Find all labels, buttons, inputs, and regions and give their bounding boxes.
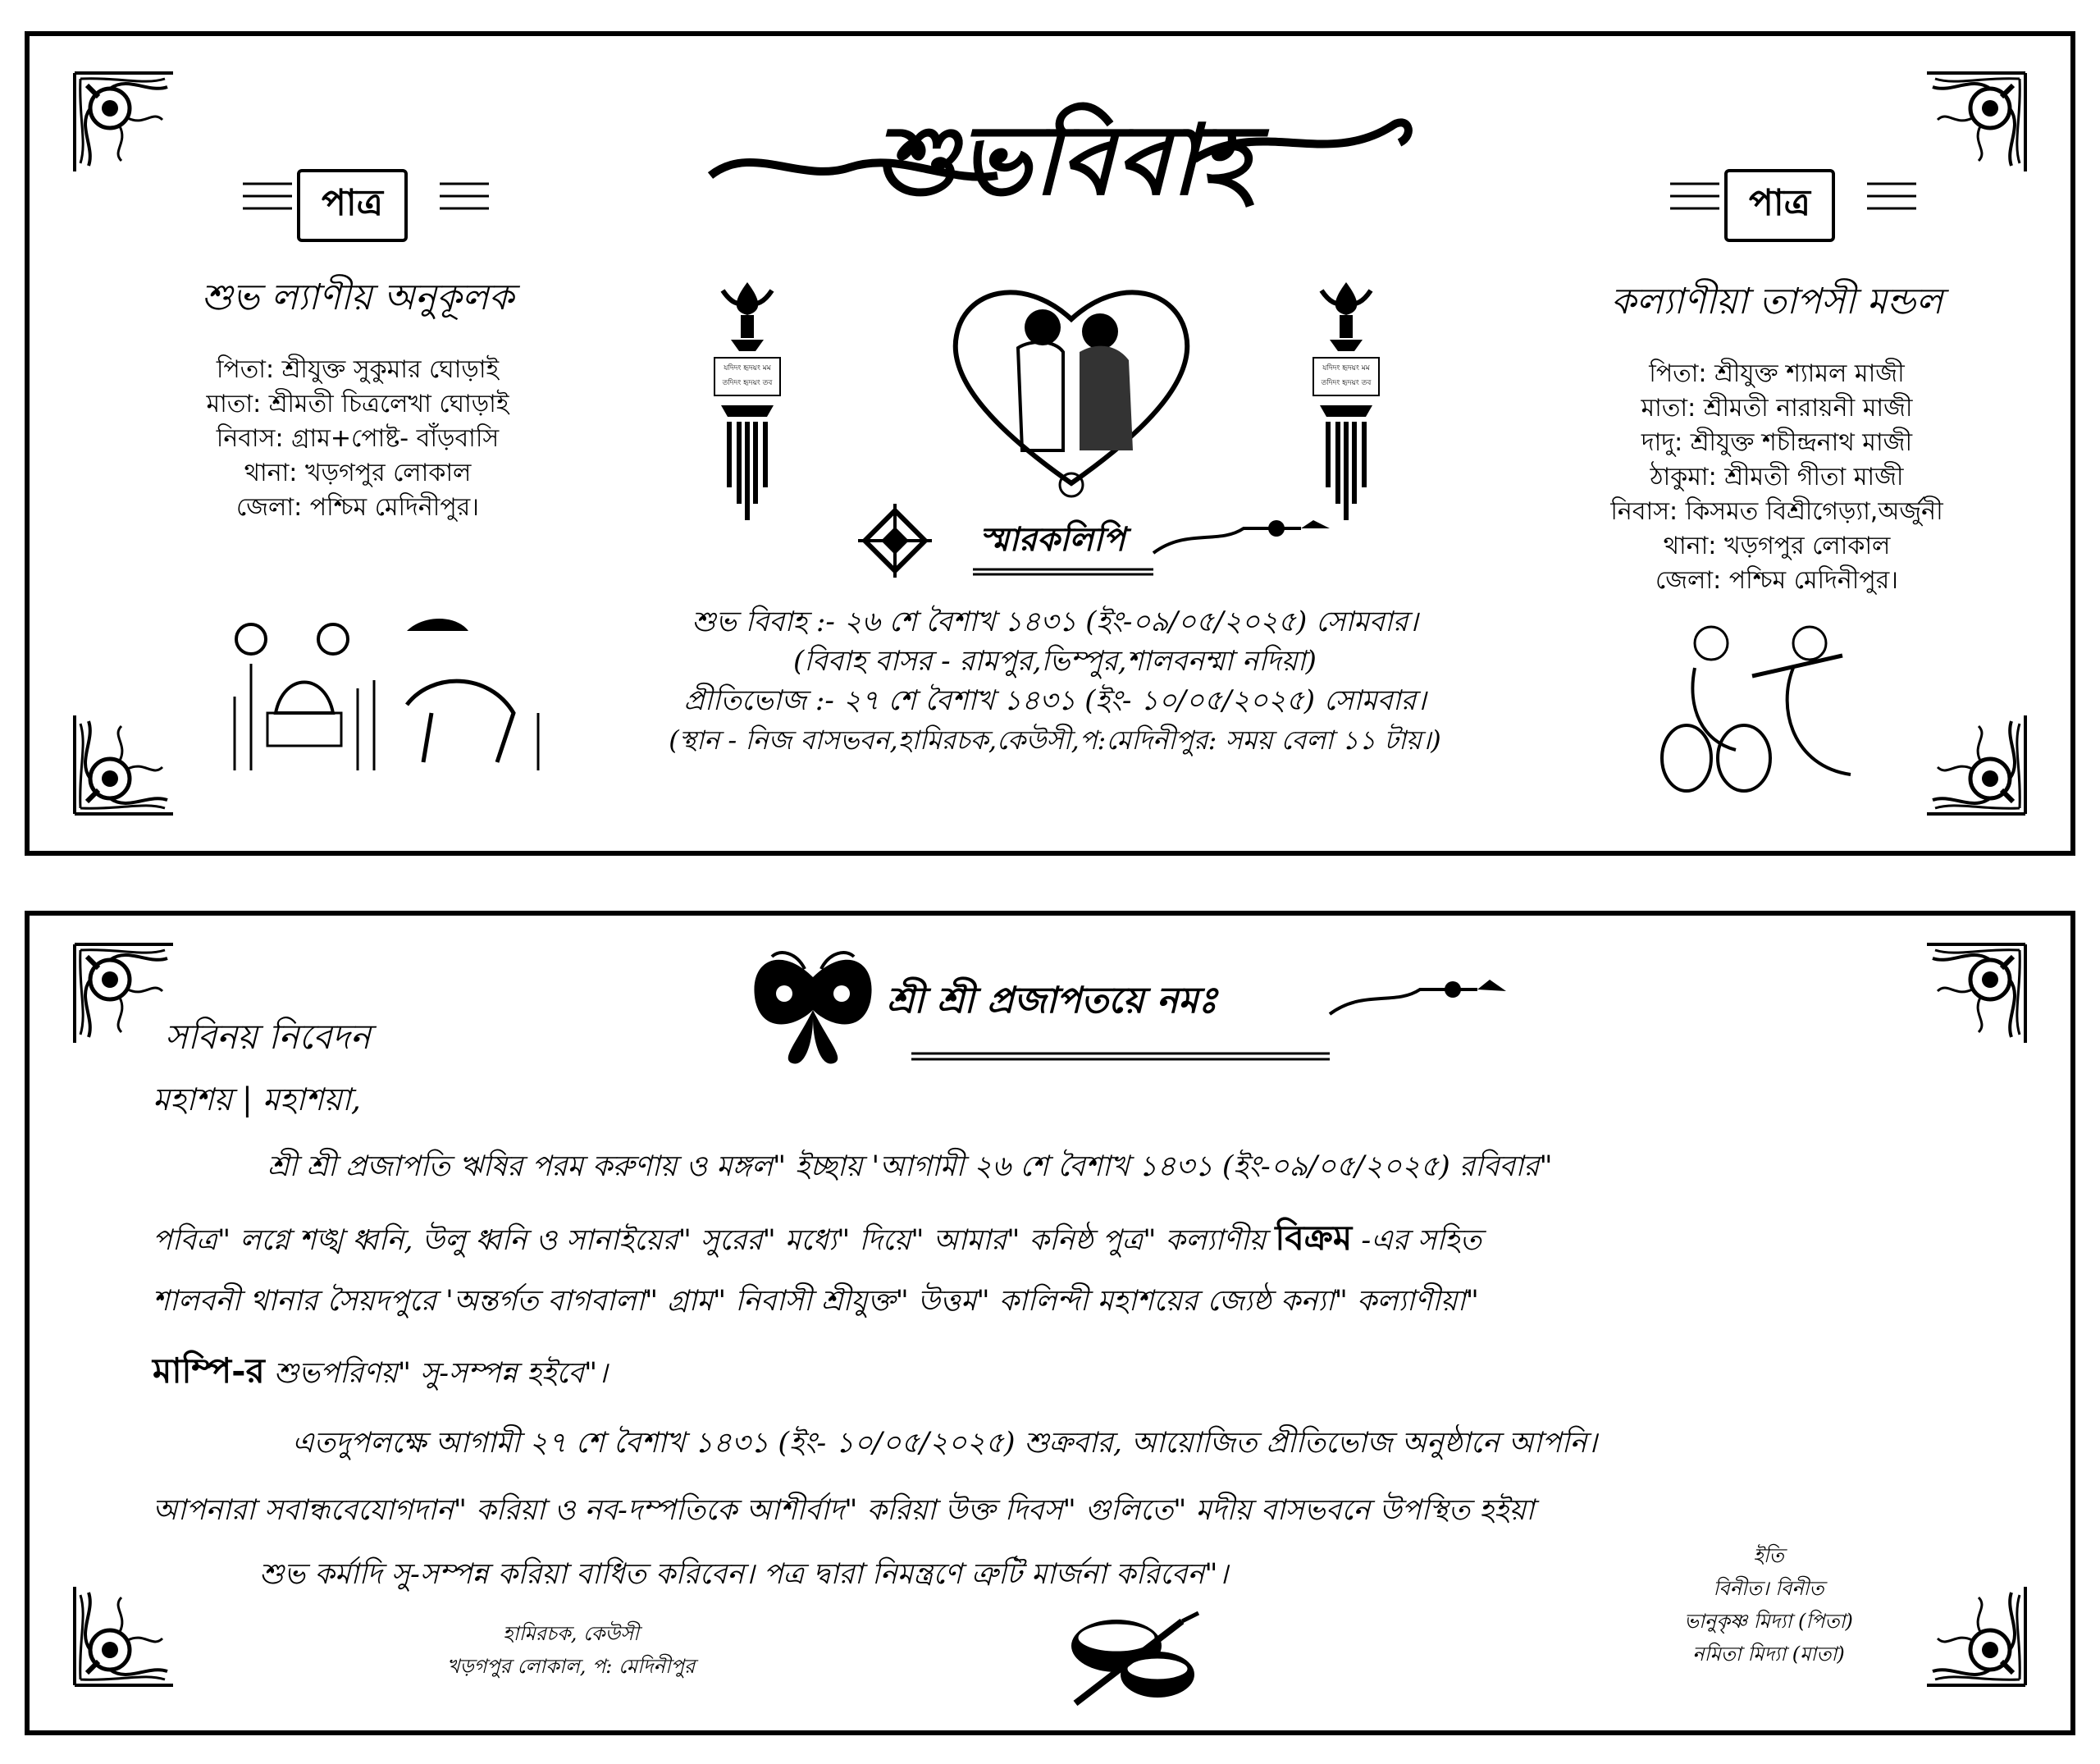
invitation-card-front [25, 31, 2075, 856]
signature-line: ইতি [1753, 1544, 1784, 1567]
signature-line: ভানুকৃষ্ণ মিদ্যা (পিতা) [1684, 1610, 1853, 1633]
body-line: শ্রী শ্রী প্রজাপতি ঋষির পরম করুণায় ও মঙ্গল" ইচ্ছায় 'আগামী ২৬ শে বৈশাখ ১৪৩১ (ইং-০৯/০৫/২০২৫) রবিবার" [267, 1150, 1553, 1183]
corner-ornament-icon [71, 940, 177, 1047]
lamp-icon [1305, 282, 1387, 528]
lamp-icon [706, 282, 788, 528]
bride-name: কল্যাণীয়া তাপসী মন্ডল [1610, 281, 1943, 322]
corner-ornament-icon [1923, 1583, 2029, 1689]
body-line: আপনারা সবান্ধবেযোগদান" করিয়া ও নব-দম্পতিকে আশীর্বাদ" করিয়া উক্ত দিবস" গুলিতে" মদীয় বাসভবনে উপস্থিত হইয়া [153, 1494, 1535, 1527]
reception-date-line: প্রীতিভোজ :- ২৭ শে বৈশাখ ১৪৩১ (ইং- ১০/০৫/২০২৫) সোমবার। [683, 684, 1427, 717]
bride-highlight-name: মাম্পি-র [153, 1350, 265, 1391]
invitation-card-letter [25, 911, 2075, 1735]
corner-ornament-icon [71, 69, 177, 176]
heading-underline-icon [887, 973, 1510, 1063]
salutation: সবিনয় নিবেদন [165, 1017, 371, 1057]
wedding-venue-line: (বিবাহ বাসর - রামপুর,ভিম্পুর,শালবনম্মা নদিয়া) [793, 645, 1317, 678]
butterfly-icon [747, 944, 879, 1067]
memento-label: স্মারকলিপি [979, 520, 1125, 559]
bride-residence: নিবাস: কিসমত বিশ্রীগেড়্যা,অর্জুনী [1610, 497, 1943, 526]
signature-line: নমিতা মিদ্যা (মাতা) [1692, 1643, 1845, 1666]
body-line: শালবনী থানার সৈয়দপুরে 'অন্তর্গত বাগবালা" গ্রাম" নিবাসী শ্রীযুক্ত" উত্তম" কালিন্দী মহাশয়ের জ্যেষ্ঠ কন্যা" কল্যাণীয়া" [153, 1285, 1479, 1318]
corner-ornament-icon [71, 711, 177, 818]
bride-grandmother: ঠাকুমা: শ্রীমতী গীতা মাজী [1650, 463, 1904, 491]
bride-mother: মাতা: শ্রীমতী নারায়নী মাজী [1641, 394, 1913, 423]
corner-ornament-icon [1923, 711, 2029, 818]
groom-police-station: থানা: খড়গপুর লোকাল [244, 459, 472, 487]
body-text: পবিত্র" লগ্নে শঙ্খ ধ্বনি, উলু ধ্বনি ও সানাইয়ের" সুরের" মধ্যে" দিয়ে" আমার" কনিষ্ঠ পুত্র" কল্যাণীয় [153, 1224, 1267, 1257]
sender-address-line: খড়গপুর লোকাল, প: মেদিনীপুর [446, 1655, 696, 1678]
title-block [702, 61, 1424, 223]
sender-signature [1629, 1539, 1908, 1670]
signature-line: বিনীত। বিনীত [1713, 1577, 1824, 1600]
groom-mother: মাতা: শ্রীমতী চিত্রলেখা ঘোড়াই [206, 390, 509, 418]
bride-district: জেলা: পশ্চিম মেদিনীপুর। [1655, 566, 1898, 595]
memento-block [858, 496, 1334, 586]
event-details [489, 602, 1621, 760]
sender-address-line: হামিরচক, কেউসী [503, 1622, 639, 1645]
body-text: শুভপরিণয়" সু-সম্পন্ন হইবে"। [273, 1357, 608, 1390]
groom-residence: নিবাস: গ্রাম+পোষ্ট- বাঁড়বাসি [216, 424, 500, 453]
bride-father: পিতা: শ্রীযুক্ত শ্যামল মাজী [1649, 359, 1905, 388]
body-line [153, 1344, 608, 1402]
lamp-verse-line: যদিদং হৃদয়ং মম [1322, 364, 1370, 372]
page-title: শুভবিবাহ [874, 103, 1253, 217]
address-line: মহাশয় | মহাশয়া, [153, 1081, 361, 1117]
lamp-verse-line: তদিদং হৃদয়ং তব [1321, 379, 1372, 387]
right-lamp [1305, 282, 1387, 528]
heading-block [887, 973, 1510, 1063]
body-line: শুভ কর্মাদি সু-সম্পন্ন করিয়া বাধিত করিবেন। পত্র দ্বারা নিমন্ত্রণে ত্রুটি মার্জনা করিবেন"। [259, 1558, 1228, 1591]
bride-tag: পাত্র [1724, 169, 1835, 242]
lamp-verse-line: যদিদং হৃদয়ং মম [724, 364, 771, 372]
bride-tag-block [1670, 167, 1916, 225]
musicians-icon [1654, 610, 1892, 807]
groom-info [144, 270, 571, 525]
corner-ornament-icon [1923, 940, 2029, 1047]
couple-heart-icon [940, 270, 1203, 500]
drum-icon [1067, 1605, 1207, 1711]
groom-highlight-name: বিক্রম [1275, 1218, 1353, 1258]
lamp-verse-line: তদিদং হৃদয়ং তব [722, 379, 773, 387]
corner-ornament-icon [71, 1583, 177, 1689]
left-lamp [706, 282, 788, 528]
groom-tag: পাত্র [297, 169, 408, 242]
body-text: -এর সহিত [1361, 1224, 1481, 1257]
wedding-procession-icon [218, 615, 563, 779]
corner-ornament-icon [1923, 69, 2029, 176]
bride-grandfather: দাদু: শ্রীযুক্ত শচীন্দ্রনাথ মাজী [1641, 428, 1913, 457]
bride-info [1572, 274, 1982, 598]
bride-police-station: থানা: খড়গপুর লোকাল [1663, 532, 1891, 560]
wedding-date-line: শুভ বিবাহ :- ২৬ শে বৈশাখ ১৪৩১ (ইং-০৯/০৫/২০২৫) সোমবার। [692, 606, 1418, 638]
groom-tag-block [243, 167, 489, 225]
body-line [153, 1211, 1481, 1269]
reception-venue-line: (স্থান - নিজ বাসভবন,হামিরচক,কেউসী,প:মেদিনীপুর: সময় বেলা ১১ টায়।) [669, 724, 1441, 756]
prayer-heading: শ্রী শ্রী প্রজাপতয়ে নমঃ [887, 980, 1218, 1021]
groom-name: শুভ ল্যাণীয় অনুকূলক [201, 276, 514, 318]
groom-father: পিতা: শ্রীযুক্ত সুকুমার ঘোড়াই [216, 355, 500, 384]
body-line: এতদুপলক্ষে আগামী ২৭ শে বৈশাখ ১৪৩১ (ইং- ১০/০৫/২০২৫) শুক্রবার, আয়োজিত প্রীতিভোজ অনুষ্ঠানে আপনি। [292, 1427, 1597, 1460]
sender-address [390, 1617, 751, 1683]
groom-district: জেলা: পশ্চিম মেদিনীপুর। [236, 493, 479, 522]
